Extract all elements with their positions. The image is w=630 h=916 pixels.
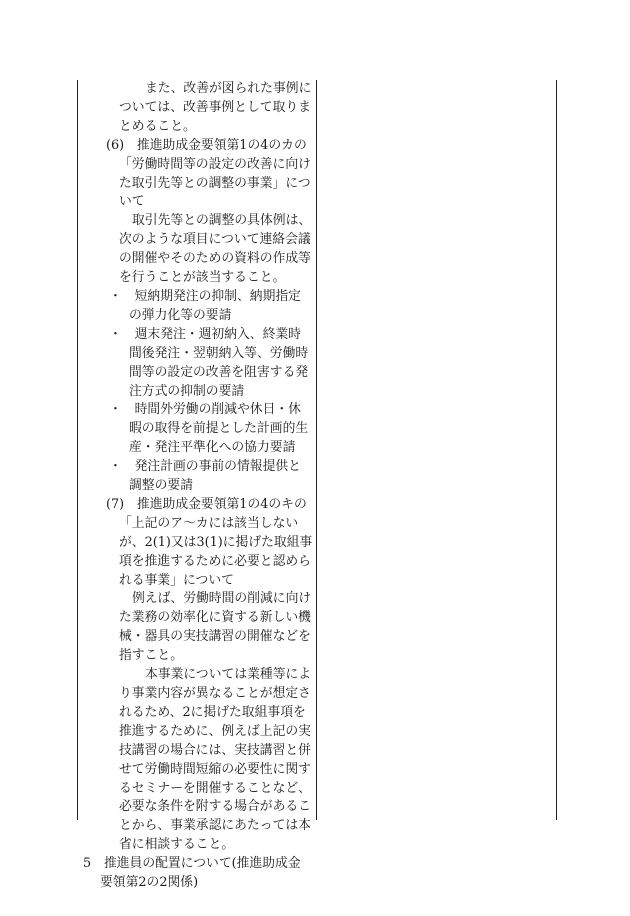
bullet-short-delivery: ・ 短納期発注の抑制、納期指定の弾力化等の要請 xyxy=(109,288,301,323)
item-7-heading: (7) 推進助成金要領第1の4のキの「上記のア～カには該当しないが、2(1)又は3(1)に掲げた取組事項を推進するために必要と認められる事業」について xyxy=(106,496,313,588)
paragraph-improvement-cases: また、改善が図られた事例については、改善事例として取りまとめること。 xyxy=(119,81,312,134)
paragraph-coordination-examples: 取引先等との調整の具体例は、次のような項目について連絡会議の開催やそのための資料の作成等を行うことが該当すること。 xyxy=(119,213,312,286)
table-border-middle xyxy=(316,80,317,820)
table-border-right xyxy=(556,80,557,820)
item-6-heading: (6) 推進助成金要領第1の4のカの「労働時間等の設定の改善に向けた取引先等との調整の事業」について xyxy=(106,137,311,210)
paragraph-example-training: 例えば、労働時間の削減に向けた業務の効率化に資する新しい機械・器具の実技講習の開催などを指すこと。 xyxy=(119,591,312,664)
section-5-heading: 5 推進員の配置について(推進助成金要領第2の2関係) xyxy=(83,856,301,891)
paragraph-consultation: 本事業については業種等により事業内容が異なることが想定されるため、2に掲げた取組事項を推進するために、例えば上記の実技講習の場合には、実技講習と併せて労働時間短縮の必要性に関するセミナーを開催することなど、必要な条件を附する場合があることから、事業承認にあたっては本省に相談すること。 xyxy=(119,667,312,853)
bullet-order-plan: ・ 発注計画の事前の情報提供と調整の要請 xyxy=(109,459,301,494)
bullet-overtime-reduction: ・ 時間外労働の削減や休日・休暇の取得を前提とした計画的生産・発注平準化への協力要請 xyxy=(109,402,309,456)
document-column xyxy=(83,80,313,893)
table-border-left xyxy=(77,80,78,820)
bullet-weekend-ordering: ・ 週末発注・週初納入、終業時間後発注・翌朝納入等、労働時間等の設定の改善を阻害する発注方式の抑制の要請 xyxy=(109,326,309,399)
